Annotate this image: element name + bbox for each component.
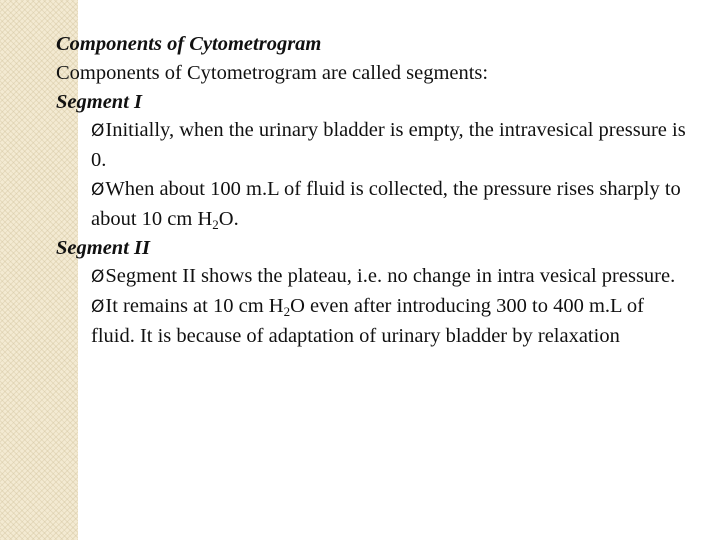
- page-title: Components of Cytometrogram: [56, 33, 322, 55]
- bullet-text-tail: O even after introducing 300 to 400 m.L of fluid. It is because of adaptation of urinary bladder by relaxation: [91, 295, 644, 347]
- arrow-right-icon: Ø: [91, 297, 105, 318]
- arrow-right-icon: Ø: [91, 179, 105, 200]
- slide-content: [56, 30, 706, 351]
- segment-1-bullet-1: [56, 116, 706, 175]
- subscript: 2: [283, 304, 291, 320]
- segment-1-title: Segment I: [56, 90, 142, 113]
- segment-2-bullet-1: [56, 262, 706, 292]
- bullet-text-tail: O.: [218, 207, 239, 230]
- intro-text: Components of Cytometrogram are called segments:: [56, 61, 489, 84]
- segment-2-bullet-2: [56, 292, 706, 351]
- bullet-text-main: It remains at 10 cm H: [105, 295, 284, 318]
- bullet-text-main: When about 100 m.L of fluid is collected, the pressure rises sharply to about 10 cm H: [91, 177, 681, 230]
- segment-1-bullet-2: [56, 175, 706, 234]
- bullet-text-main: Segment II shows the plateau, i.e. no change in intra vesical pressure.: [105, 265, 676, 288]
- segment-2-title: Segment II: [56, 236, 150, 259]
- arrow-right-icon: Ø: [91, 267, 105, 288]
- bullet-text: [91, 116, 691, 175]
- subscript: 2: [212, 216, 219, 232]
- bullet-text-main: Initially, when the urinary bladder is empty, the intravesical pressure is 0.: [91, 119, 686, 172]
- arrow-right-icon: Ø: [91, 121, 105, 142]
- bullet-text: [91, 175, 691, 234]
- bullet-text: [91, 292, 691, 351]
- bullet-text: [91, 262, 691, 292]
